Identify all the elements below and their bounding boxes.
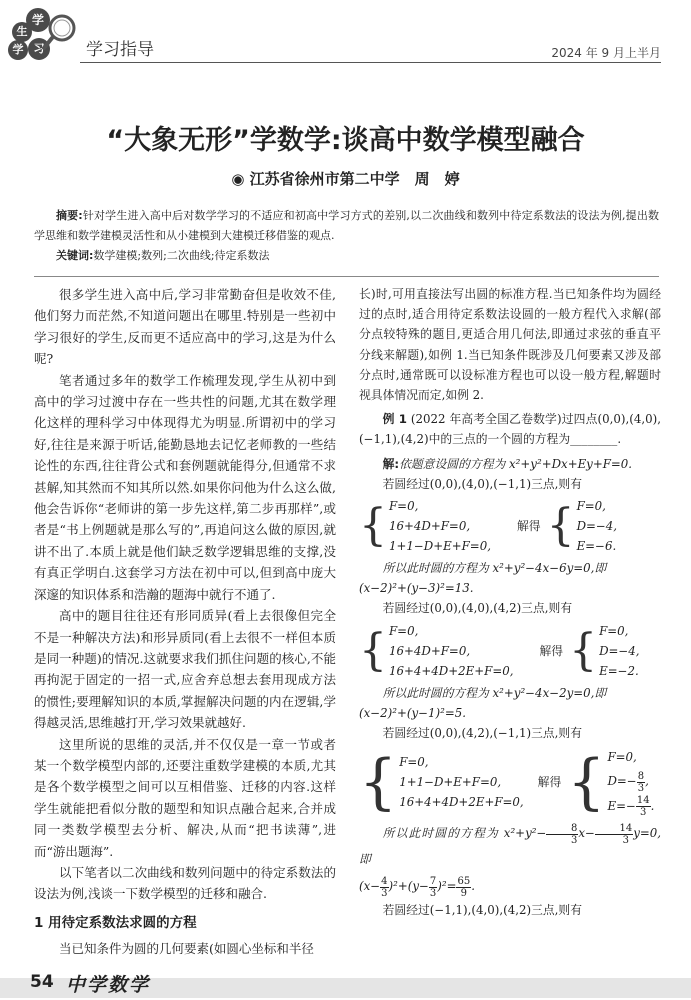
paragraph: 这里所说的思维的灵活,并不仅仅是一章一节或者某一个数学模型内部的,还要注重数学建模的本质,尤其是各个数学模型之间可以互相借鉴、迁移的内容.这样学生就能把看似分散的题型和知识点融合起来,合并成同一类数学模型去分析、解决,从而“把书读薄”,进而“游出题海”. (34, 736, 336, 859)
denominator: 3 (429, 887, 437, 899)
equations (389, 621, 513, 681)
brace-glyph: { (567, 746, 606, 817)
paragraph: 很多学生进入高中后,学习非常勤奋但是收效不佳,他们努力而茫然,不知道问题出在哪里.特别是一些初中学习很好的学生,反而更不适应高中的学习,这是为什么呢? (34, 287, 336, 367)
numerator: 65 (457, 875, 471, 887)
result-line: 所以此时圆的方程为 x²+y²−4x−2y=0,即 (382, 685, 607, 700)
equation: 16+4D+F=0, (389, 643, 471, 658)
denominator: 3 (570, 834, 578, 846)
paragraph: 长)时,可用直接法写出圆的标准方程.当已知条件均为圆经过的点时,适合用待定系数法设圆的一般方程代入求解(部分点较特殊的题目,更适合用几何法,即通过求弦的垂直平分线来解题),如例 1.当已知条件既涉及几何要素又涉及部分点时,通常既可以设标准方程也可以设一般方程,解题时视具体情况而定,如例 2. (359, 287, 661, 403)
journal-name: 中学数学 (66, 974, 151, 996)
denominator: 3 (640, 807, 647, 819)
right-column (359, 284, 661, 920)
paragraph: 笔者通过多年的数学工作梳理发现,学生从初中到高中的学习过渡中存在一些共性的问题,尤其在数学理化这样的理科学习中体现得尤为明显.所谓初中的学习好,往往是来源于听话,能勤恳地去记忆老师教的一些结论性的东西,往往背公式和套例题就能得分,但通常不求甚解,知其然而不知其所以然.如果你问他为什么这么做,他会告诉你“老师讲的第一步先这样,第二步再那样”,或者是“书上例题就是那么写的”,再追问这么做的原因,就讲不出了.本质上就是他们缺乏数学逻辑思维的支撑,没有真正学明白.这套学习方法在初中可以,但到高中庞大深邃的知识体系和浩瀚的题海中就行不通了. (34, 372, 336, 602)
badge-char: 习 (28, 38, 50, 60)
solutions (607, 745, 654, 818)
equation: D=−4, (599, 643, 640, 658)
equation-system (359, 621, 661, 681)
denominator: 3 (622, 834, 629, 846)
brace-glyph: { (546, 500, 575, 552)
page-number: 54 (30, 972, 54, 992)
fraction (595, 823, 633, 846)
keywords-label: 关键词: (56, 249, 94, 262)
result-line: 所以此时圆的方程为 x²+y²−4x−6y=0,即 (382, 561, 607, 576)
numerator: 4 (381, 875, 388, 887)
equation-part: x− (578, 826, 595, 841)
article-author: ◉ 江苏省徐州市第二中学 周 婷 (231, 170, 460, 188)
denominator: 9 (460, 887, 468, 899)
solutions (599, 621, 639, 681)
badge-char: 学 (26, 8, 50, 32)
equation-system (359, 496, 661, 556)
equation-part: (x− (359, 879, 381, 894)
result-line (359, 820, 661, 872)
equation-part: D=− (607, 774, 637, 789)
paragraph: 当已知条件为圆的几何要素(如圆心坐标和半径 (59, 941, 314, 957)
fraction (380, 876, 388, 899)
numerator: 8 (546, 823, 578, 835)
abstract-paragraph (34, 206, 659, 246)
abstract-divider (34, 276, 659, 277)
solve-label: 解得 (537, 774, 562, 789)
solution-label: 解: (382, 456, 400, 471)
issue-date: 2024 年 9 月上半月 (551, 46, 661, 60)
equation: E=−2. (599, 663, 639, 678)
section-title: 学习指导 (86, 40, 154, 60)
equation-part: )²+(y− (388, 879, 429, 894)
solve-label: 解得 (539, 643, 564, 658)
solve-label: 解得 (516, 518, 541, 533)
brace-glyph: { (359, 624, 387, 676)
equation: F=0, (599, 623, 629, 638)
brace-glyph: { (359, 746, 398, 817)
fraction (636, 795, 651, 818)
fraction (546, 823, 578, 846)
equation: 1+1−D+E+F=0, (389, 539, 491, 554)
abstract-text: 针对学生进入高中后对数学学习的不适应和初高中学习方式的差别,以二次曲线和数列中待定系数法的设法为例,提出数学思维和数学建模灵活性和从小建模到大建模迁移借鉴的观点. (34, 209, 659, 242)
equation: 16+4+4D+2E+F=0, (389, 663, 514, 678)
abstract-label: 摘要: (56, 209, 83, 222)
equation: F=0, (399, 754, 429, 769)
solution-text: 依题意设圆的方程为 x²+y²+Dx+Ey+F=0. (399, 456, 633, 471)
example-text: (2022 年高考全国乙卷数学)过四点(0,0),(4,0),(−1,1),(4,2)中的三点的一个圆的方程为________. (359, 412, 661, 447)
magnifier-icon (40, 8, 84, 52)
keywords (34, 246, 659, 266)
example-label: 例 1 (382, 412, 408, 427)
denominator: 3 (381, 887, 388, 899)
article-title: “大象无形”学数学:谈高中数学模型融合 (106, 125, 585, 156)
page-footer (0, 960, 691, 1000)
equation: F=0, (389, 623, 419, 638)
equations (399, 752, 523, 812)
numerator: 7 (429, 875, 437, 887)
brace-glyph: { (569, 624, 598, 676)
equation: D=− $\frac{8}{3}$ , (607, 770, 649, 794)
equation: F=0, (576, 499, 606, 514)
badge-char: 学 (8, 40, 28, 60)
equation-part: E=− (607, 798, 636, 813)
equation: 16+4+4D+2E+F=0, (399, 794, 524, 809)
result-line: (x−2)²+(y−3)²=13. (359, 581, 474, 596)
equation: 1+1−D+E+F=0, (399, 774, 502, 789)
equation: D=−4, (576, 519, 618, 534)
case-intro: 若圆经过(−1,1),(4,0),(4,2)三点,则有 (382, 903, 583, 918)
equation: F=0, (389, 499, 419, 514)
left-column (34, 284, 336, 960)
fraction (637, 771, 645, 794)
equation: 16+4D+F=0, (389, 519, 471, 534)
equation: E=− $\frac{14}{3}$ . (607, 795, 655, 819)
equation: F=0, (607, 750, 637, 765)
equations (389, 496, 491, 556)
brace-glyph: { (359, 500, 387, 552)
case-intro: 若圆经过(0,0),(4,2),(−1,1)三点,则有 (382, 726, 583, 741)
numerator: 14 (595, 823, 633, 835)
case-intro: 若圆经过(0,0),(4,0),(4,2)三点,则有 (382, 601, 573, 616)
result-line: (x− $\frac{4}{3}$ )²+(y− $\frac{7}{3}$ )²= $\frac{65}{9}$ . (359, 875, 475, 899)
result-line: (x−2)²+(y−1)²=5. (359, 705, 466, 720)
equation-part: 所以此时圆的方程为 x²+y²− (382, 826, 547, 841)
solutions (577, 496, 617, 556)
keywords-text: 数学建模;数列;二次曲线;待定系数法 (93, 249, 270, 262)
paragraph: 以下笔者以二次曲线和数列问题中的待定系数法的设法为例,浅谈一下数学模型的迁移和融合. (34, 864, 336, 902)
example-1 (359, 409, 661, 449)
numerator: 8 (637, 770, 645, 782)
header-divider (80, 62, 661, 63)
solution (359, 454, 661, 474)
denominator: 3 (637, 782, 645, 794)
fraction (456, 876, 471, 899)
equation-system (359, 745, 661, 818)
equation-part: )²= (437, 879, 457, 894)
equation: E=−6. (576, 539, 617, 554)
equation-part: y=0,即 (359, 826, 661, 867)
badge-char: 生 (12, 22, 32, 42)
section-heading: 1 用待定系数法求圆的方程 (34, 914, 197, 931)
paragraph: 高中的题目往往还有形同质异(看上去很像但完全不是一种解决方法)和形异质同(看上去很不一样但本质是同一种题)的情况.这就要求我们抓住问题的核心,不能再拘泥于固定的一招一式,应舍弃总想去套用现成方法的惯性;要理解知识的本质,掌握解决问题的内在逻辑,学得越灵活,思维越打开,学习效果就越好. (34, 608, 336, 731)
page-header (0, 0, 691, 64)
case-intro: 若圆经过(0,0),(4,0),(−1,1)三点,则有 (382, 476, 583, 491)
abstract (34, 206, 659, 266)
numerator: 14 (636, 795, 650, 807)
fraction (429, 876, 437, 899)
